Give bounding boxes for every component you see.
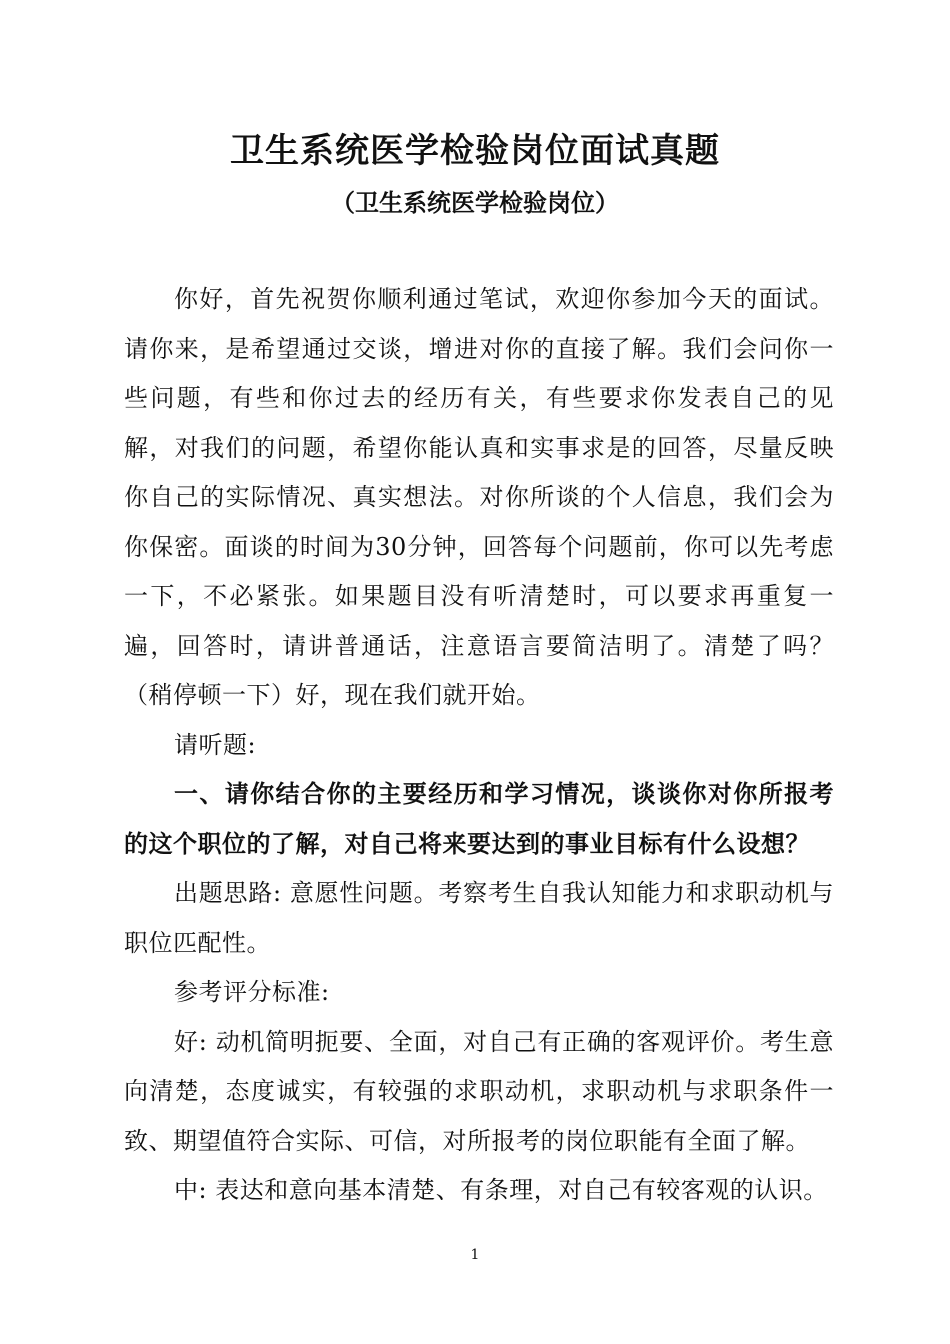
document-title: 卫生系统医学检验岗位面试真题 — [230, 131, 720, 171]
page-number: 1 — [470, 1247, 480, 1263]
question-1: 一、请你结合你的主要经历和学习情况，谈谈你对你所报考的这个职位的了解，对自己将来要达到的事业目标有什么设想？ — [124, 780, 834, 858]
document-subtitle: （卫生系统医学检验岗位） — [331, 189, 619, 217]
scoring-medium: 中: 表达和意向基本清楚、有条理，对自己有较客观的认识。 — [174, 1176, 828, 1204]
listen-prompt: 请听题: — [174, 730, 257, 759]
question-1-approach: 出题思路: 意愿性问题。考察考生自我认知能力和求职动机与职位匹配性。 — [124, 879, 834, 957]
document-body — [124, 275, 834, 1216]
scoring-good: 好: 动机简明扼要、全面，对自己有正确的客观评价。考生意向清楚，态度诚实，有较强的求职动机，求职动机与求职条件一致、期望值符合实际、可信，对所报考的岗位职能有全面了解。 — [124, 1027, 834, 1155]
scoring-heading: 参考评分标准: — [174, 978, 330, 1006]
intro-paragraph: 你好，首先祝贺你顺利通过笔试，欢迎你参加今天的面试。请你来，是希望通过交谈，增进对你的直接了解。我们会问你一些问题，有些和你过去的经历有关，有些要求你发表自己的见解，对我们的问题，希望你能认真和实事求是的回答，尽量反映你自己的实际情况、真实想法。对你所谈的个人信息，我们会为你保密。面谈的时间为30分钟，回答每个问题前，你可以先考虑一下，不必紧张。如果题目没有听清楚时，可以要求再重复一遍，回答时，请讲普通话，注意语言要简洁明了。清楚了吗？（稍停顿一下）好，现在我们就开始。 — [124, 285, 834, 709]
